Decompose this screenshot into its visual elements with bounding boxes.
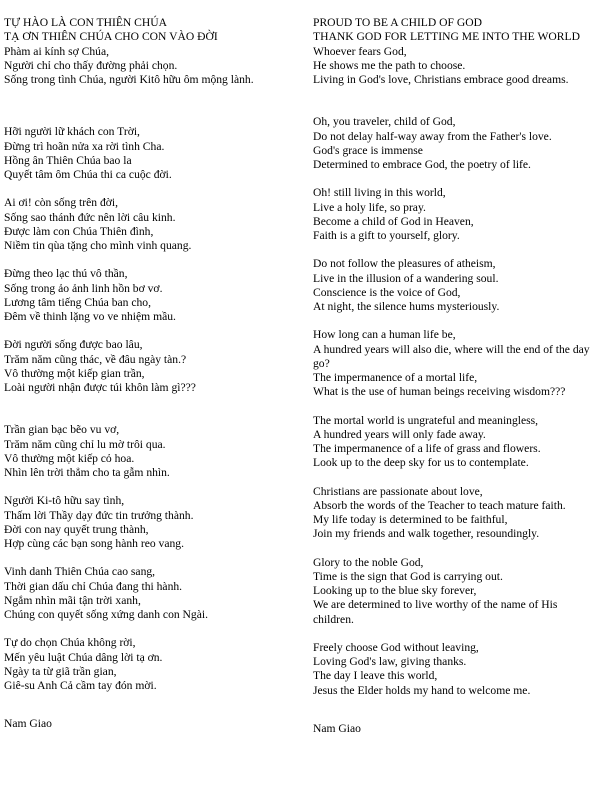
verse-line: Jesus the Elder holds my hand to welcome me. — [313, 683, 531, 697]
stanza — [4, 565, 296, 622]
verse-line: Đời con nay quyết trung thành, — [4, 522, 149, 536]
verse-line: Thời gian dấu chỉ Chúa đang thi hành. — [4, 579, 183, 593]
stanza — [4, 196, 296, 253]
verse-line: Mến yêu luật Chúa dâng lời tạ ơn. — [4, 650, 163, 664]
verse-line: Christians are passionate about love, — [313, 484, 483, 498]
stanza — [4, 494, 296, 551]
verse-line: Freely choose God without leaving, — [313, 640, 479, 654]
verse-line: Trăm năm cũng chỉ lu mờ trôi qua. — [4, 437, 166, 451]
verse-line: Loài người nhận được túi khôn làm gì??? — [4, 381, 196, 394]
stanza — [313, 186, 595, 243]
verse-line: Do not delay half-way away from the Father's love. — [313, 129, 552, 143]
verse-line: Hồng ân Thiên Chúa bao la — [4, 153, 132, 167]
stanza — [4, 423, 296, 480]
stanza — [313, 641, 595, 698]
stanza — [313, 45, 595, 88]
verse-line: The mortal world is ungrateful and meaningless, — [313, 413, 539, 427]
verse-line: Sống trong tình Chúa, người Kitô hữu ôm mộng lành. — [4, 73, 254, 86]
verse-line: Vô thường một kiếp gian trần, — [4, 366, 145, 380]
verse-line: Hợp cùng các bạn song hành reo vang. — [4, 537, 184, 550]
verse-line: Join my friends and walk together, resoundingly. — [313, 527, 540, 541]
verse-line: God's grace is immense — [313, 143, 423, 157]
verse-line: The impermanence of a mortal life, — [313, 371, 478, 384]
verse-line: Sống sao thánh đức nên lời câu kinh. — [4, 210, 176, 224]
english-poem-column — [313, 16, 595, 736]
stanza — [313, 257, 595, 314]
verse-line: Living in God's love, Christians embrace good dreams. — [313, 73, 569, 86]
verse-line: Chúng con quyết sống xứng danh con Ngài. — [4, 608, 208, 621]
verse-line: Đêm về thinh lặng vo ve nhiệm mầu. — [4, 310, 176, 323]
verse-line: Determined to embrace God, the poetry of life. — [313, 158, 531, 171]
verse-line: Tự do chọn Chúa không rời, — [4, 636, 136, 650]
author-signature: Nam Giao — [313, 721, 361, 735]
verse-line: Live a holy life, so pray. — [313, 200, 426, 214]
verse-line: Quyết tâm ôm Chúa thi ca cuộc đời. — [4, 168, 172, 181]
vietnamese-poem-column — [4, 16, 296, 732]
verse-line: Oh! still living in this world, — [313, 186, 446, 200]
title-line: TỰ HÀO LÀ CON THIÊN CHÚA — [4, 16, 168, 29]
verse-line: A hundred years will also die, where will the end of the day go? — [313, 342, 590, 370]
stanza — [313, 328, 595, 399]
subtitle-line: TẠ ƠN THIÊN CHÚA CHO CON VÀO ĐỜI — [4, 30, 218, 44]
verse-line: Absorb the words of the Teacher to teach mature faith. — [313, 498, 566, 512]
verse-line: Sống trong ảo ảnh linh hồn bơ vơ. — [4, 281, 163, 295]
verse-line: Lương tâm tiếng Chúa ban cho, — [4, 295, 151, 309]
verse-line: At night, the silence hums mysteriously. — [313, 300, 500, 313]
verse-line: Hỡi người lữ khách con Trời, — [4, 125, 140, 139]
poem-title — [313, 16, 595, 45]
stanza — [313, 556, 595, 627]
verse-line: Looking up to the blue sky forever, — [313, 584, 477, 597]
verse-line: Giê-su Anh Cả cầm tay đón mời. — [4, 679, 157, 692]
verse-line: Ai ơi! còn sống trên đời, — [4, 196, 119, 210]
verse-line: Ngày ta từ giã trần gian, — [4, 664, 117, 678]
verse-line: Glory to the noble God, — [313, 555, 424, 569]
stanza — [313, 485, 595, 542]
verse-line: Trần gian bạc bẽo vu vơ, — [4, 423, 120, 437]
verse-line: Loving God's law, giving thanks. — [313, 655, 467, 668]
stanza — [4, 267, 296, 324]
stanza — [4, 636, 296, 693]
verse-line: Become a child of God in Heaven, — [313, 214, 474, 228]
stanza — [4, 338, 296, 395]
stanza — [4, 125, 296, 182]
verse-line: How long can a human life be, — [313, 328, 456, 342]
verse-line: The impermanence of a life of grass and flowers. — [313, 442, 541, 455]
verse-line: Conscience is the voice of God, — [313, 285, 461, 299]
verse-line: Look up to the deep sky for us to contemplate. — [313, 456, 529, 470]
verse-line: Vô thường một kiếp cỏ hoa. — [4, 451, 135, 465]
verse-line: Time is the sign that God is carrying out. — [313, 569, 503, 583]
verse-line: What is the use of human beings receiving wisdom??? — [313, 385, 566, 399]
stanza — [313, 115, 595, 172]
poem-title — [4, 16, 296, 45]
stanza — [313, 414, 595, 471]
verse-line: Trăm năm cũng thác, về đâu ngày tàn.? — [4, 352, 187, 366]
verse-line: Faith is a gift to yourself, glory. — [313, 229, 460, 242]
verse-line: The day I leave this world, — [313, 669, 438, 683]
verse-line: Do not follow the pleasures of atheism, — [313, 257, 496, 271]
verse-line: A hundred years will only fade away. — [313, 427, 486, 441]
verse-line: Đừng theo lạc thú vô thần, — [4, 267, 128, 281]
subtitle-line: THANK GOD FOR LETTING ME INTO THE WORLD — [313, 30, 580, 44]
verse-line: Người chỉ cho thấy đường phải chọn. — [4, 58, 178, 72]
verse-line: Đời người sống được bao lâu, — [4, 338, 143, 352]
verse-line: Live in the illusion of a wandering soul. — [313, 271, 499, 285]
verse-line: Thấm lời Thầy dạy đức tin trưởng thành. — [4, 508, 194, 522]
verse-line: He shows me the path to choose. — [313, 58, 466, 72]
verse-line: Ngắm nhìn mãi tận trời xanh, — [4, 593, 141, 607]
verse-line: Niềm tin qùa tặng cho mình vinh quang. — [4, 239, 192, 252]
verse-line: Người Ki-tô hữu say tình, — [4, 494, 125, 508]
verse-line: Oh, you traveler, child of God, — [313, 115, 456, 129]
verse-line: Vinh danh Thiên Chúa cao sang, — [4, 565, 156, 579]
verse-line: We are determined to live worthy of the name of His children. — [313, 598, 558, 626]
stanza — [4, 45, 296, 88]
verse-line: My life today is determined to be faithful, — [313, 513, 508, 526]
author-signature: Nam Giao — [4, 717, 52, 731]
verse-line: Phàm ai kính sợ Chúa, — [4, 44, 109, 58]
verse-line: Đừng trì hoãn nửa xa rời tình Cha. — [4, 139, 165, 153]
verse-line: Được làm con Chúa Thiên đình, — [4, 224, 154, 238]
verse-line: Nhìn lên trời thẳm cho ta gẫm nhìn. — [4, 466, 170, 479]
title-line: PROUD TO BE A CHILD OF GOD — [313, 16, 482, 29]
verse-line: Whoever fears God, — [313, 44, 407, 58]
